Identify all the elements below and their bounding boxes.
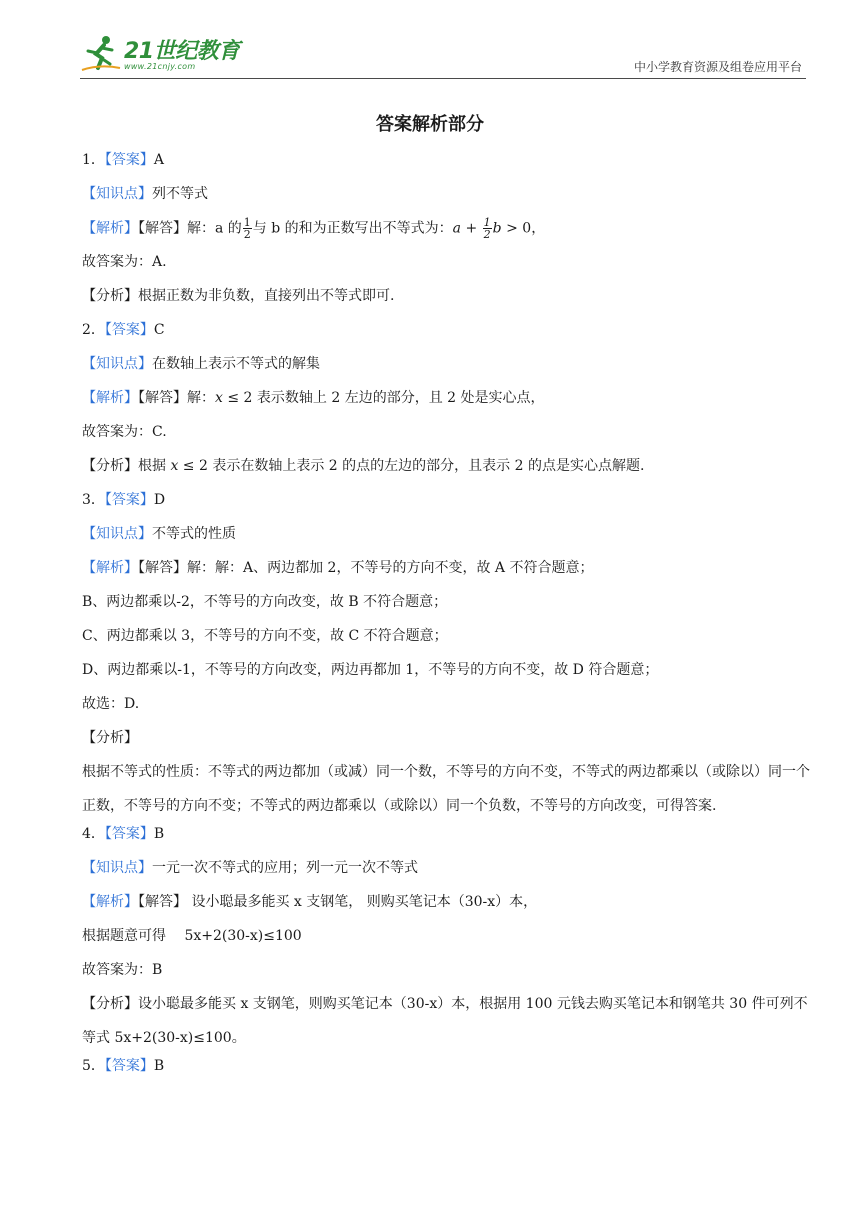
q2-solution-pre: 解：: [187, 390, 215, 406]
solution-tag: 【解答】: [138, 560, 187, 576]
answer-tag: 【答案】: [104, 322, 154, 338]
answer-tag: 【答案】: [104, 1058, 154, 1074]
math-b: b: [492, 220, 502, 237]
q3-option-b: B、两边都乘以-2，不等号的方向改变，故 B 不符合题意；: [82, 594, 448, 610]
knowledge-tag: 【知识点】: [82, 356, 152, 372]
q2-number: 2．: [82, 322, 105, 338]
q5-answer-line: [82, 1055, 810, 1089]
half-fraction: $\frac{1}{2}$: [243, 216, 251, 241]
analysis-tag: 【分析】: [82, 288, 138, 304]
q2-analysis-pre: 根据: [138, 458, 171, 474]
q1-answer: A: [153, 152, 165, 168]
q2-analysis-text: 表示在数轴上表示 2 的点的左边的部分，且表示 2 的点是实心点解题.: [207, 458, 645, 474]
q4-knowledge: 一元一次不等式的应用；列一元一次不等式: [152, 860, 418, 876]
q2-conclusion: 故答案为：C.: [82, 424, 167, 440]
q3-knowledge: 不等式的性质: [152, 526, 236, 542]
q3-analysis-tag: 【分析】: [82, 730, 138, 746]
logo: [80, 32, 260, 76]
page-header: [80, 30, 806, 79]
knowledge-tag: 【知识点】: [82, 860, 152, 876]
q1-answer-line: [82, 149, 810, 183]
logo-url: www.21cnjy.com: [124, 62, 196, 71]
page-title: 答案解析部分: [376, 114, 484, 135]
q1-solution-end: ，: [531, 220, 546, 237]
q1-knowledge: 列不等式: [152, 186, 208, 202]
answer-content: [82, 149, 810, 1089]
q3-solution-line: [82, 557, 810, 591]
q2-solution-line: [82, 387, 810, 421]
math-a: a: [452, 220, 462, 237]
solution-tag: 【解答】: [138, 220, 187, 237]
q3-number: 3．: [82, 492, 105, 508]
q4-conclusion: 故答案为：B: [82, 962, 163, 978]
math-gt-zero: > 0: [501, 220, 532, 237]
q1-conclusion: 故答案为：A.: [82, 254, 167, 270]
q2-solution-text: 表示数轴上 2 左边的部分，且 2 处是实心点，: [252, 390, 545, 406]
q4-number: 4．: [82, 826, 105, 842]
q3-answer: D: [153, 492, 166, 508]
knowledge-tag: 【知识点】: [82, 186, 152, 202]
q3-knowledge-line: [82, 523, 810, 557]
q4-solution: 设小聪最多能买 x 支钢笔， 则购买笔记本（30-x）本，: [187, 894, 538, 910]
analysis-tag: 【解析】: [82, 220, 138, 237]
q4-analysis-line: [82, 987, 810, 1055]
math-le-2: ≤ 2: [222, 390, 253, 406]
q1-analysis-line: [82, 285, 810, 319]
q1-solution-line: [82, 217, 810, 251]
solution-tag: 【解答】: [138, 894, 187, 910]
q3-solution: 解：解：A、两边都加 2，不等号的方向不变，故 A 不符合题意；: [187, 560, 594, 576]
q4-knowledge-line: [82, 857, 810, 891]
header-platform-text: 中小学教育资源及组卷应用平台: [633, 60, 802, 74]
runner-logo-icon: [80, 34, 122, 74]
math-plus: +: [461, 220, 482, 237]
q4-analysis: 设小聪最多能买 x 支钢笔，则购买笔记本（30-x）本，根据用 100 元钱去购买笔记本和钢笔共 30 件可列不等式 5x+2(30-x)≤100。: [82, 996, 808, 1046]
math-x: x: [170, 458, 179, 474]
q1-solution-pre: 解：a 的: [187, 220, 242, 237]
analysis-tag: 【解析】: [82, 560, 138, 576]
q3-conclusion: 故选：D.: [82, 696, 140, 712]
q3-option-d: D、两边都乘以-1，不等号的方向改变，两边再都加 1，不等号的方向不变，故 D 符合题意；: [82, 662, 659, 678]
solution-tag: 【解答】: [138, 390, 187, 406]
q2-answer: C: [153, 322, 165, 338]
q2-knowledge: 在数轴上表示不等式的解集: [152, 356, 320, 372]
q4-solution-line: [82, 891, 810, 925]
q1-number: 1．: [82, 152, 105, 168]
q3-answer-line: [82, 489, 810, 523]
answer-tag: 【答案】: [104, 826, 154, 842]
q2-knowledge-line: [82, 353, 810, 387]
logo-text: 21世纪教育: [124, 39, 240, 64]
knowledge-tag: 【知识点】: [82, 526, 152, 542]
q2-analysis-line: [82, 455, 810, 489]
analysis-tag: 【解析】: [82, 894, 138, 910]
q3-analysis: 根据不等式的性质：不等式的两边都加（或减）同一个数，不等号的方向不变，不等式的两边都乘以（或除以）同一个正数，不等号的方向不变；不等式的两边都乘以（或除以）同一个负数，不等号的方向改变，可得答案.: [82, 764, 810, 814]
q4-answer-line: [82, 823, 810, 857]
q3-option-c: C、两边都乘以 3，不等号的方向不变，故 C 不符合题意；: [82, 628, 448, 644]
q1-knowledge-line: [82, 183, 810, 217]
q5-answer: B: [153, 1058, 165, 1074]
q1-analysis: 根据正数为非负数，直接列出不等式即可.: [138, 288, 395, 304]
q2-answer-line: [82, 319, 810, 353]
math-le-2: ≤ 2: [178, 458, 208, 474]
q5-number: 5．: [82, 1058, 105, 1074]
q4-inequality: 根据题意可得 5x+2(30-x)≤100: [82, 928, 302, 944]
math-x: x: [215, 390, 223, 406]
analysis-tag: 【分析】: [82, 458, 138, 474]
q1-solution-mid: 与 b 的和为正数写出不等式为：: [252, 220, 453, 237]
analysis-tag: 【解析】: [82, 390, 138, 406]
expr-fraction: $\frac{1}{2}$: [483, 216, 491, 241]
q4-answer: B: [153, 826, 165, 842]
answer-tag: 【答案】: [104, 152, 154, 168]
answer-tag: 【答案】: [104, 492, 154, 508]
analysis-tag: 【分析】: [82, 996, 138, 1012]
